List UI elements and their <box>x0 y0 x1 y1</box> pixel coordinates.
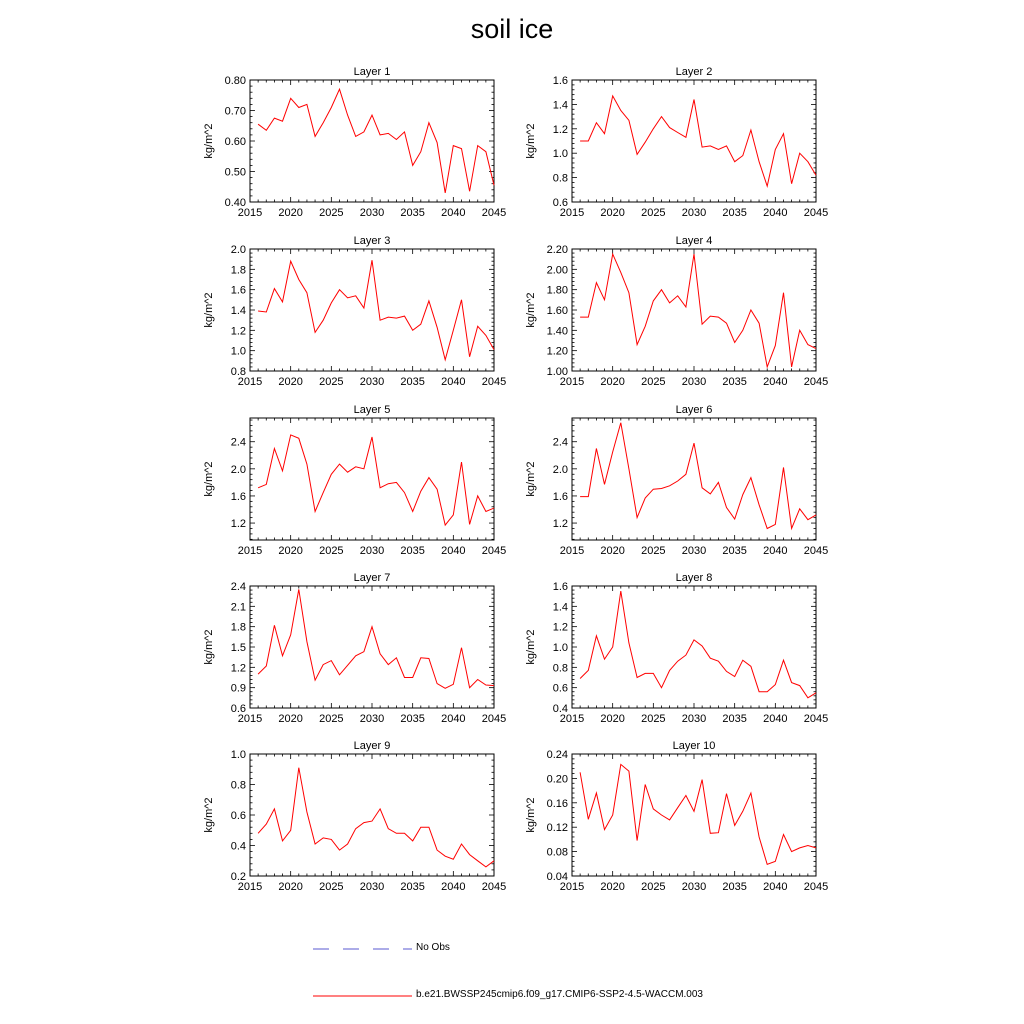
y-tick-label: 1.80 <box>546 284 568 297</box>
x-tick-label: 2035 <box>400 713 425 725</box>
x-tick-label: 2035 <box>722 713 747 725</box>
legend-obs-label: No Obs <box>416 942 450 953</box>
chart-title: Layer 2 <box>675 66 713 78</box>
page-title: soil ice <box>470 14 554 44</box>
y-tick-label: 0.24 <box>546 749 568 761</box>
chart-layer-6 <box>525 404 828 557</box>
x-tick-label: 2040 <box>763 376 788 388</box>
y-tick-label: 1.6 <box>552 490 568 503</box>
y-tick-label: 0.6 <box>230 703 246 715</box>
chart-layer-2 <box>525 66 828 219</box>
y-tick-label: 1.8 <box>230 621 246 634</box>
x-tick-label: 2025 <box>319 545 344 557</box>
series-line <box>258 260 494 360</box>
x-tick-label: 2030 <box>681 376 707 388</box>
chart-layer-4 <box>525 235 828 388</box>
x-tick-label: 2045 <box>481 881 507 893</box>
y-tick-label: 1.4 <box>552 99 568 112</box>
y-tick-label: 2.4 <box>230 436 246 449</box>
plot-frame <box>250 249 494 371</box>
x-tick-label: 2020 <box>600 545 625 557</box>
chart-title: Layer 1 <box>353 66 391 78</box>
y-axis-label: kg/m^2 <box>203 629 215 665</box>
y-tick-label: 1.2 <box>552 621 568 634</box>
y-tick-label: 0.2 <box>230 871 246 883</box>
y-tick-label: 0.8 <box>230 779 246 792</box>
x-tick-label: 2020 <box>600 881 625 893</box>
x-tick-label: 2035 <box>722 881 747 893</box>
y-tick-label: 2.0 <box>230 244 246 256</box>
chart-title: Layer 10 <box>672 740 716 752</box>
chart-title: Layer 9 <box>353 740 391 752</box>
x-tick-label: 2015 <box>237 713 263 725</box>
x-tick-label: 2035 <box>400 545 425 557</box>
y-tick-label: 0.4 <box>230 840 246 853</box>
chart-title: Layer 6 <box>675 404 713 416</box>
y-tick-label: 1.60 <box>546 305 568 317</box>
y-tick-label: 1.2 <box>230 518 246 531</box>
chart-title: Layer 3 <box>353 235 391 247</box>
y-tick-label: 1.0 <box>552 642 568 654</box>
chart-title: Layer 7 <box>353 572 391 584</box>
series-line <box>258 768 494 867</box>
x-tick-label: 2030 <box>681 713 707 725</box>
y-tick-label: 1.0 <box>230 749 246 761</box>
y-tick-label: 1.5 <box>230 642 246 654</box>
x-tick-label: 2035 <box>722 545 747 557</box>
x-tick-label: 2045 <box>481 376 507 388</box>
x-tick-label: 2015 <box>559 207 585 219</box>
x-tick-label: 2030 <box>359 376 385 388</box>
x-tick-label: 2015 <box>559 376 585 388</box>
y-tick-label: 1.2 <box>230 325 246 338</box>
plot-frame <box>572 249 816 371</box>
chart-layer-7 <box>203 572 506 725</box>
y-axis-label: kg/m^2 <box>525 797 537 833</box>
y-tick-label: 2.20 <box>546 244 568 256</box>
x-tick-label: 2020 <box>278 376 303 388</box>
x-tick-label: 2035 <box>722 207 747 219</box>
x-tick-label: 2015 <box>237 376 263 388</box>
y-tick-label: 1.20 <box>546 345 568 358</box>
y-tick-label: 1.6 <box>230 284 246 297</box>
x-tick-label: 2040 <box>441 376 466 388</box>
y-tick-label: 0.8 <box>552 172 568 185</box>
y-tick-label: 1.40 <box>546 325 568 338</box>
y-tick-label: 0.80 <box>224 75 246 87</box>
plot-frame <box>572 754 816 876</box>
y-tick-label: 1.2 <box>552 518 568 531</box>
y-tick-label: 1.2 <box>230 662 246 675</box>
x-tick-label: 2030 <box>359 207 385 219</box>
y-tick-label: 0.04 <box>546 871 568 883</box>
x-tick-label: 2015 <box>237 545 263 557</box>
plot-frame <box>572 586 816 708</box>
x-tick-label: 2040 <box>763 545 788 557</box>
y-tick-label: 0.6 <box>230 810 246 822</box>
x-tick-label: 2040 <box>763 207 788 219</box>
y-tick-label: 2.4 <box>552 436 568 449</box>
y-axis-label: kg/m^2 <box>525 461 537 497</box>
x-tick-label: 2035 <box>400 376 425 388</box>
series-line <box>258 89 494 193</box>
plot-frame <box>250 80 494 202</box>
y-tick-label: 1.6 <box>552 581 568 593</box>
plot-frame <box>250 418 494 540</box>
chart-layer-8 <box>525 572 828 725</box>
legend-model <box>0 987 1024 1007</box>
y-tick-label: 0.6 <box>552 682 568 695</box>
x-tick-label: 2020 <box>600 713 625 725</box>
y-tick-label: 2.0 <box>230 463 246 476</box>
y-tick-label: 1.6 <box>552 75 568 87</box>
series-line <box>258 589 494 688</box>
x-tick-label: 2015 <box>237 207 263 219</box>
y-tick-label: 2.00 <box>546 264 568 277</box>
y-tick-label: 1.4 <box>552 601 568 614</box>
x-tick-label: 2030 <box>359 545 385 557</box>
y-tick-label: 0.60 <box>224 136 246 148</box>
x-tick-label: 2040 <box>441 713 466 725</box>
y-axis-label: kg/m^2 <box>525 123 537 159</box>
x-tick-label: 2015 <box>559 881 585 893</box>
series-line <box>580 423 816 529</box>
x-tick-label: 2020 <box>278 881 303 893</box>
x-tick-label: 2025 <box>641 376 666 388</box>
x-tick-label: 2045 <box>803 545 829 557</box>
legend-obs <box>0 940 1024 960</box>
y-tick-label: 0.50 <box>224 166 246 179</box>
y-tick-label: 1.8 <box>230 264 246 277</box>
y-tick-label: 0.4 <box>552 703 568 715</box>
y-tick-label: 0.6 <box>552 197 568 209</box>
chart-title: Layer 4 <box>675 235 713 247</box>
y-tick-label: 1.6 <box>230 490 246 503</box>
series-line <box>580 254 816 367</box>
x-tick-label: 2045 <box>803 207 829 219</box>
plot-frame <box>250 754 494 876</box>
x-tick-label: 2045 <box>481 207 507 219</box>
y-tick-label: 1.0 <box>230 345 246 358</box>
x-tick-label: 2020 <box>278 713 303 725</box>
y-tick-label: 2.4 <box>230 581 246 593</box>
y-tick-label: 1.2 <box>552 123 568 136</box>
x-tick-label: 2040 <box>441 881 466 893</box>
series-line <box>580 764 816 864</box>
y-axis-label: kg/m^2 <box>203 797 215 833</box>
x-tick-label: 2040 <box>441 207 466 219</box>
x-tick-label: 2025 <box>641 207 666 219</box>
x-tick-label: 2045 <box>803 713 829 725</box>
x-tick-label: 2030 <box>681 207 707 219</box>
y-axis-label: kg/m^2 <box>525 629 537 665</box>
chart-layer-3 <box>203 235 506 388</box>
plot-frame <box>250 586 494 708</box>
y-tick-label: 0.9 <box>230 682 246 695</box>
x-tick-label: 2045 <box>481 713 507 725</box>
y-axis-label: kg/m^2 <box>203 123 215 159</box>
x-tick-label: 2015 <box>237 881 263 893</box>
x-tick-label: 2030 <box>359 713 385 725</box>
x-tick-label: 2030 <box>681 881 707 893</box>
y-tick-label: 0.20 <box>546 773 568 786</box>
y-tick-label: 1.00 <box>546 366 568 378</box>
x-tick-label: 2015 <box>559 713 585 725</box>
x-tick-label: 2040 <box>441 545 466 557</box>
x-tick-label: 2035 <box>400 207 425 219</box>
y-tick-label: 0.40 <box>224 197 246 209</box>
plot-frame <box>572 418 816 540</box>
chart-layer-1 <box>203 66 506 219</box>
x-tick-label: 2025 <box>319 207 344 219</box>
y-tick-label: 0.70 <box>224 105 246 118</box>
y-tick-label: 1.4 <box>230 305 246 317</box>
y-tick-label: 2.0 <box>552 463 568 476</box>
y-axis-label: kg/m^2 <box>203 461 215 497</box>
y-tick-label: 1.0 <box>552 148 568 161</box>
series-line <box>580 591 816 698</box>
chart-layer-9 <box>203 740 506 893</box>
x-tick-label: 2035 <box>400 881 425 893</box>
chart-layer-5 <box>203 404 506 557</box>
y-tick-label: 0.8 <box>552 662 568 675</box>
x-tick-label: 2045 <box>803 376 829 388</box>
chart-layer-10 <box>525 740 828 893</box>
x-tick-label: 2040 <box>763 881 788 893</box>
legend-model-label: b.e21.BWSSP245cmip6.f09_g17.CMIP6-SSP2-4.5-WACCM.003 <box>416 989 703 1000</box>
x-tick-label: 2030 <box>359 881 385 893</box>
x-tick-label: 2020 <box>600 376 625 388</box>
chart-title: Layer 5 <box>353 404 391 416</box>
x-tick-label: 2045 <box>481 545 507 557</box>
series-line <box>258 435 494 525</box>
y-tick-label: 0.8 <box>230 366 246 378</box>
chart-title: Layer 8 <box>675 572 713 584</box>
x-tick-label: 2045 <box>803 881 829 893</box>
x-tick-label: 2020 <box>278 545 303 557</box>
x-tick-label: 2035 <box>722 376 747 388</box>
y-tick-label: 2.1 <box>230 601 246 614</box>
x-tick-label: 2015 <box>559 545 585 557</box>
x-tick-label: 2020 <box>600 207 625 219</box>
x-tick-label: 2025 <box>641 713 666 725</box>
y-tick-label: 0.16 <box>546 797 568 810</box>
x-tick-label: 2025 <box>641 545 666 557</box>
y-tick-label: 0.08 <box>546 846 568 859</box>
y-axis-label: kg/m^2 <box>203 292 215 328</box>
series-line <box>580 96 816 186</box>
x-tick-label: 2025 <box>641 881 666 893</box>
x-tick-label: 2025 <box>319 881 344 893</box>
x-tick-label: 2025 <box>319 713 344 725</box>
y-axis-label: kg/m^2 <box>525 292 537 328</box>
x-tick-label: 2040 <box>763 713 788 725</box>
x-tick-label: 2030 <box>681 545 707 557</box>
y-tick-label: 0.12 <box>546 822 568 835</box>
x-tick-label: 2025 <box>319 376 344 388</box>
x-tick-label: 2020 <box>278 207 303 219</box>
